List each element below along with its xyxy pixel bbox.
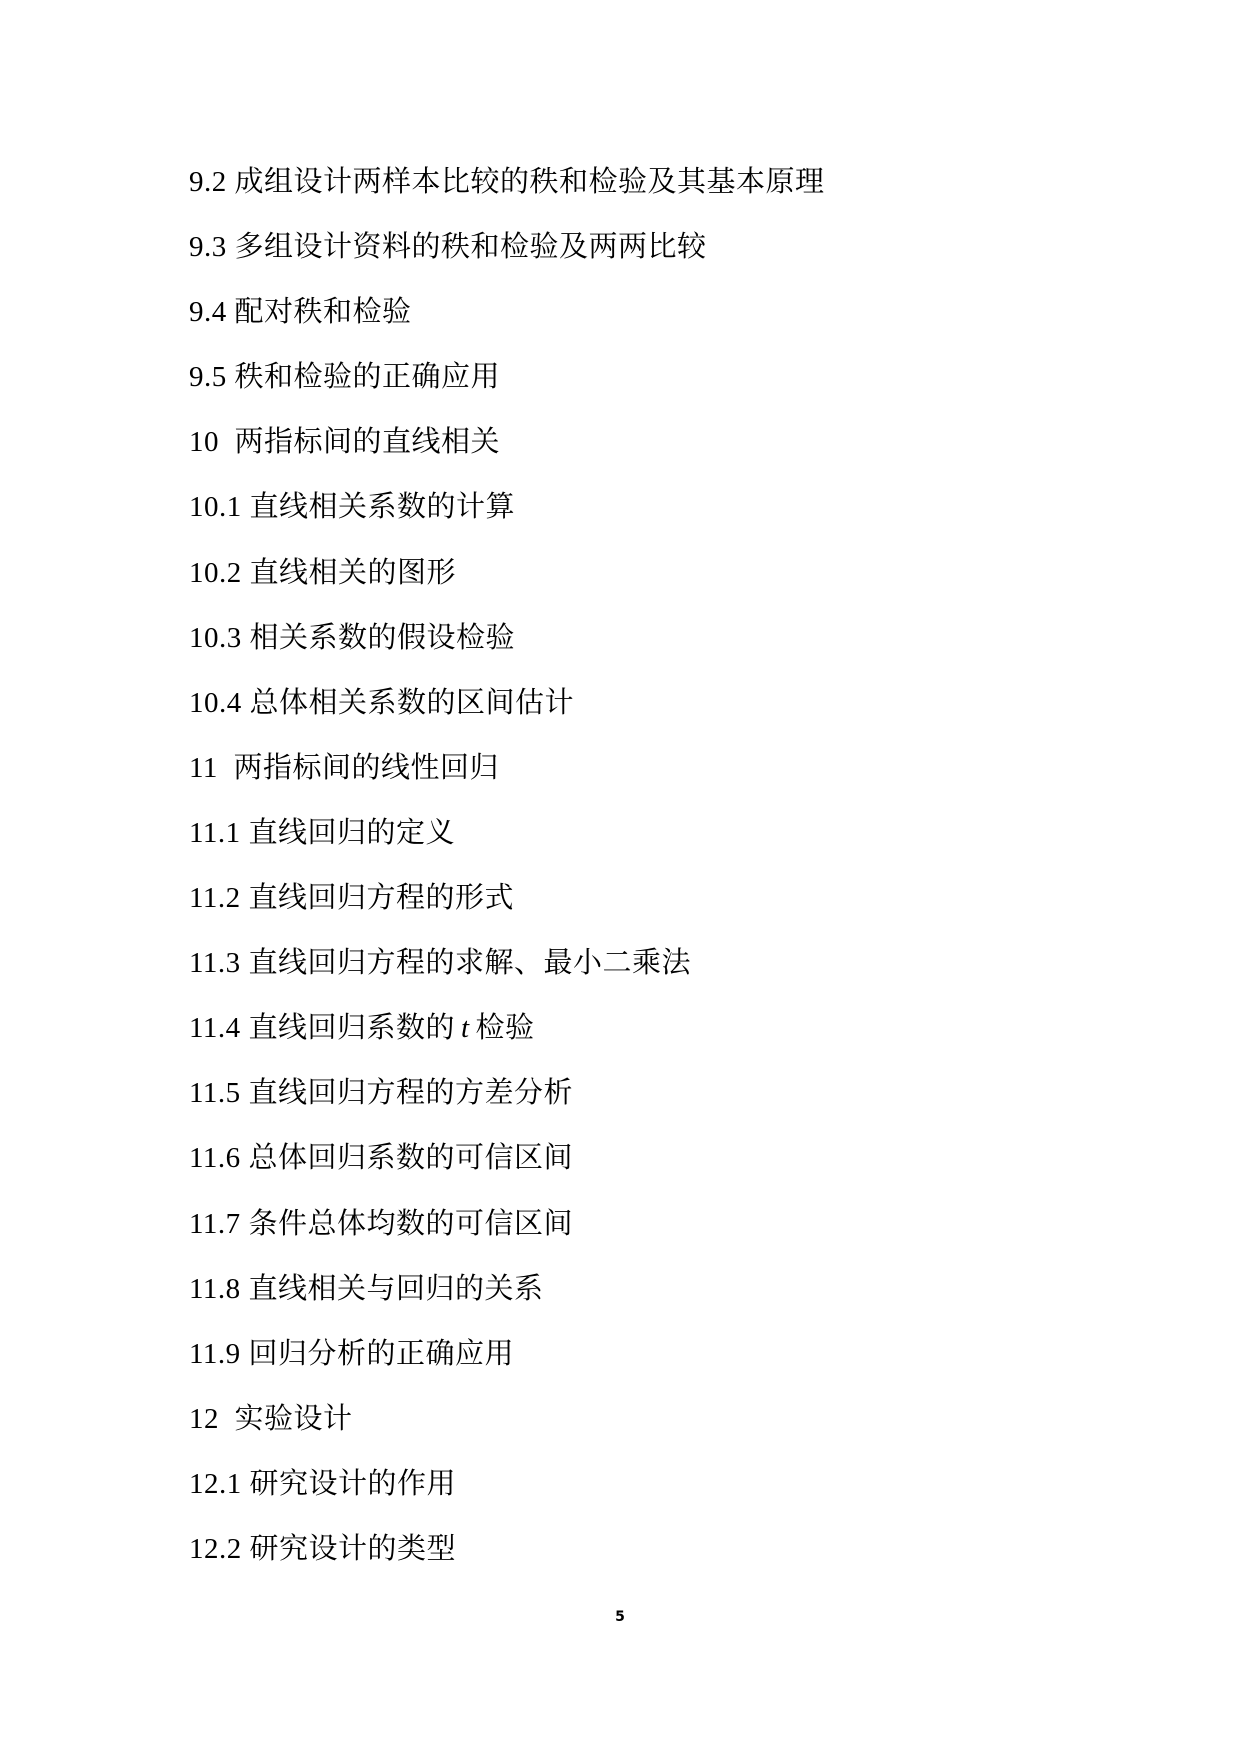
toc-entry-10-3 bbox=[189, 606, 825, 671]
toc-title: 两指标间的线性回归 bbox=[233, 751, 499, 784]
toc-title: 条件总体均数的可信区间 bbox=[248, 1207, 573, 1240]
toc-number: 11.9 bbox=[189, 1337, 241, 1370]
toc-number: 11.6 bbox=[189, 1142, 241, 1175]
toc-entry-10 bbox=[189, 410, 825, 475]
toc-title: 直线回归方程的求解、最小二乘法 bbox=[248, 947, 691, 980]
toc-entry-11-2 bbox=[189, 866, 825, 931]
toc-number: 11 bbox=[189, 751, 218, 784]
toc-title: 直线回归的定义 bbox=[248, 816, 455, 849]
toc-number: 10 bbox=[189, 426, 219, 459]
toc-title bbox=[248, 1012, 534, 1044]
toc-number: 12.1 bbox=[189, 1467, 242, 1500]
toc-number: 11.1 bbox=[189, 816, 241, 849]
toc-number: 11.8 bbox=[189, 1272, 241, 1305]
toc-title: 成组设计两样本比较的秩和检验及其基本原理 bbox=[234, 166, 825, 198]
toc-entry-10-4 bbox=[189, 671, 825, 736]
toc-entry-11 bbox=[189, 736, 825, 801]
toc-title: 直线相关的图形 bbox=[249, 556, 457, 589]
toc-title: 总体回归系数的可信区间 bbox=[248, 1142, 573, 1175]
toc-number: 9.4 bbox=[189, 296, 227, 329]
toc-number: 10.2 bbox=[189, 556, 242, 589]
toc-title: 相关系数的假设检验 bbox=[249, 621, 516, 654]
toc-title: 总体相关系数的区间估计 bbox=[249, 686, 575, 719]
toc-number: 11.3 bbox=[189, 947, 241, 980]
t-variable: t bbox=[460, 1012, 470, 1045]
toc-number: 9.3 bbox=[189, 231, 227, 264]
toc-title-part: 检验 bbox=[475, 1012, 535, 1045]
toc-number: 10.3 bbox=[189, 621, 242, 654]
toc-title: 研究设计的类型 bbox=[249, 1532, 457, 1565]
toc-number: 12.2 bbox=[189, 1532, 242, 1565]
toc-entry-11-9 bbox=[189, 1322, 825, 1387]
toc-number: 9.2 bbox=[189, 166, 227, 198]
toc-entry-9-5 bbox=[189, 345, 825, 410]
toc-number: 10.4 bbox=[189, 686, 242, 719]
toc-entry-11-1 bbox=[189, 801, 825, 866]
toc-title: 实验设计 bbox=[234, 1402, 353, 1435]
toc-title: 回归分析的正确应用 bbox=[248, 1337, 514, 1370]
toc-title: 秩和检验的正确应用 bbox=[234, 361, 501, 394]
toc-title: 两指标间的直线相关 bbox=[234, 426, 501, 459]
toc-title: 直线回归方程的形式 bbox=[248, 882, 514, 915]
toc-entry-11-6 bbox=[189, 1126, 825, 1191]
toc-entry-12-2 bbox=[189, 1517, 825, 1582]
toc-number: 9.5 bbox=[189, 361, 227, 394]
toc-title: 直线回归方程的方差分析 bbox=[248, 1077, 573, 1110]
toc-entry-9-4 bbox=[189, 280, 825, 345]
toc-title: 配对秩和检验 bbox=[234, 296, 412, 329]
table-of-contents bbox=[189, 150, 825, 1582]
toc-entry-12-1 bbox=[189, 1452, 825, 1517]
toc-entry-11-8 bbox=[189, 1257, 825, 1322]
toc-title: 多组设计资料的秩和检验及两两比较 bbox=[234, 231, 707, 264]
toc-number: 12 bbox=[189, 1402, 219, 1435]
toc-title: 直线相关系数的计算 bbox=[249, 491, 516, 524]
toc-entry-12 bbox=[189, 1387, 825, 1452]
toc-number: 11.5 bbox=[189, 1077, 241, 1110]
toc-number: 11.7 bbox=[189, 1207, 241, 1240]
toc-title: 直线相关与回归的关系 bbox=[248, 1272, 544, 1305]
toc-title-part: 直线回归系数的 bbox=[248, 1012, 455, 1045]
toc-entry-10-2 bbox=[189, 541, 825, 606]
toc-number: 11.4 bbox=[189, 1012, 241, 1045]
toc-entry-11-4 bbox=[189, 996, 825, 1061]
page-number: 5 bbox=[615, 1609, 625, 1625]
toc-entry-11-7 bbox=[189, 1192, 825, 1257]
toc-number: 10.1 bbox=[189, 491, 242, 524]
toc-number: 11.2 bbox=[189, 882, 241, 915]
toc-title: 研究设计的作用 bbox=[249, 1467, 457, 1500]
toc-entry-10-1 bbox=[189, 475, 825, 540]
toc-entry-9-3 bbox=[189, 215, 825, 280]
toc-entry-11-5 bbox=[189, 1061, 825, 1126]
toc-entry-9-2 bbox=[189, 150, 825, 215]
toc-entry-11-3 bbox=[189, 931, 825, 996]
